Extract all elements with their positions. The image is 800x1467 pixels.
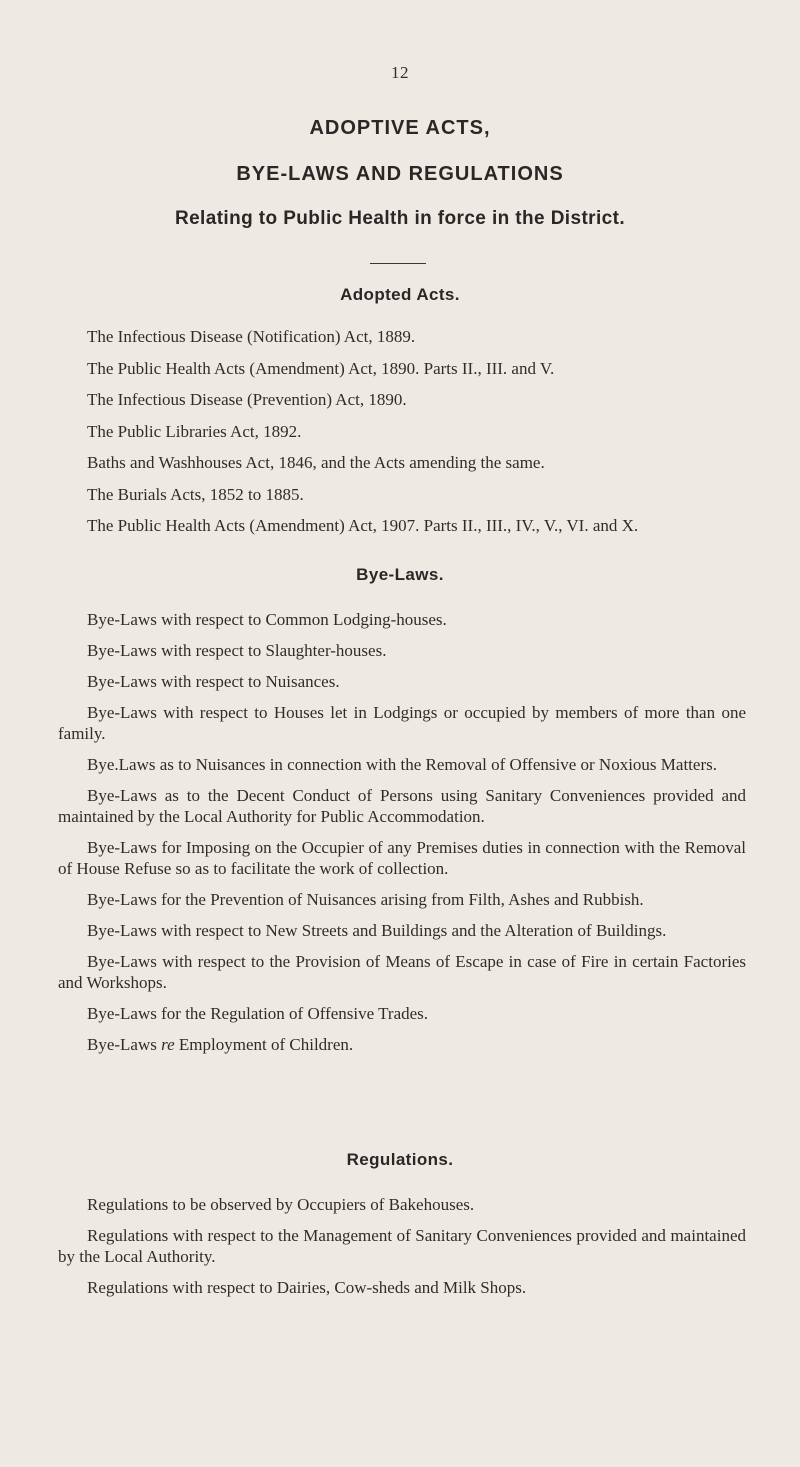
list-item: The Public Libraries Act, 1892. (87, 421, 302, 441)
list-item: Bye-Laws with respect to New Streets and Buildings and the Alteration of Buildings. (87, 921, 667, 940)
title-bye-laws-regulations: BYE-LAWS AND REGULATIONS (236, 163, 564, 185)
list-item: Bye-Laws for the Regulation of Offensive Trades. (87, 1004, 429, 1023)
regulations-list (58, 1194, 746, 1308)
divider-rule (370, 263, 426, 264)
list-item: Bye.Laws as to Nuisances in connection with the Removal of Offensive or Noxious Matters. (87, 755, 717, 774)
list-item: Bye-Laws with respect to Common Lodging-houses. (87, 610, 447, 629)
children-item-italic: re (161, 1035, 175, 1054)
adopted-acts-list (58, 326, 746, 547)
list-item-employment-of-children (58, 1034, 746, 1055)
list-item: Baths and Washhouses Act, 1846, and the Acts amending the same. (87, 453, 545, 472)
list-item: Bye-Laws with respect to the Provision of Means of Escape in case of Fire in certain Factories and Workshops. (58, 952, 746, 992)
list-item: Regulations to be observed by Occupiers of Bakehouses. (87, 1195, 475, 1214)
children-item-suffix: Employment of Children. (174, 1035, 354, 1054)
list-item: Regulations with respect to the Management of Sanitary Conveniences provided and maintained by the Local Authority. (58, 1226, 746, 1266)
subtitle-public-health: Relating to Public Health in force in the District. (174, 208, 626, 229)
list-item: The Infectious Disease (Prevention) Act, 1890. (87, 390, 407, 409)
bye-laws-list (58, 609, 746, 1065)
page-number: 12 (391, 63, 409, 82)
list-item: The Infectious Disease (Notification) Act, 1889. (87, 327, 416, 346)
section-heading-adopted-acts: Adopted Acts. (340, 285, 460, 304)
list-item: The Burials Acts, 1852 to 1885. (87, 484, 304, 504)
list-item: Bye-Laws with respect to Slaughter-houses. (87, 641, 387, 660)
children-item-prefix: Bye-Laws (87, 1035, 162, 1054)
list-item: Regulations with respect to Dairies, Cow-sheds and Milk Shops. (87, 1278, 527, 1297)
list-item: Bye-Laws as to the Decent Conduct of Persons using Sanitary Conveniences provided and maintained by the Local Authority for Public Accommodation. (58, 786, 746, 826)
list-item: Bye-Laws with respect to Nuisances. (87, 672, 340, 691)
list-item: Bye-Laws for Imposing on the Occupier of any Premises duties in connection with the Removal of House Refuse so as to facilitate the work of collection. (58, 838, 746, 878)
list-item: The Public Health Acts (Amendment) Act, 1890. Parts II., III. and V. (87, 358, 555, 378)
list-item: Bye-Laws for the Prevention of Nuisances arising from Filth, Ashes and Rubbish. (87, 890, 644, 909)
title-adoptive-acts: ADOPTIVE ACTS, (309, 117, 491, 139)
section-heading-bye-laws: Bye-Laws. (356, 565, 444, 584)
section-heading-regulations: Regulations. (346, 1150, 454, 1169)
list-item: The Public Health Acts (Amendment) Act, 1907. Parts II., III., IV., V., VI. and X. (87, 516, 639, 535)
list-item: Bye-Laws with respect to Houses let in Lodgings or occupied by members of more than one family. (58, 703, 746, 743)
